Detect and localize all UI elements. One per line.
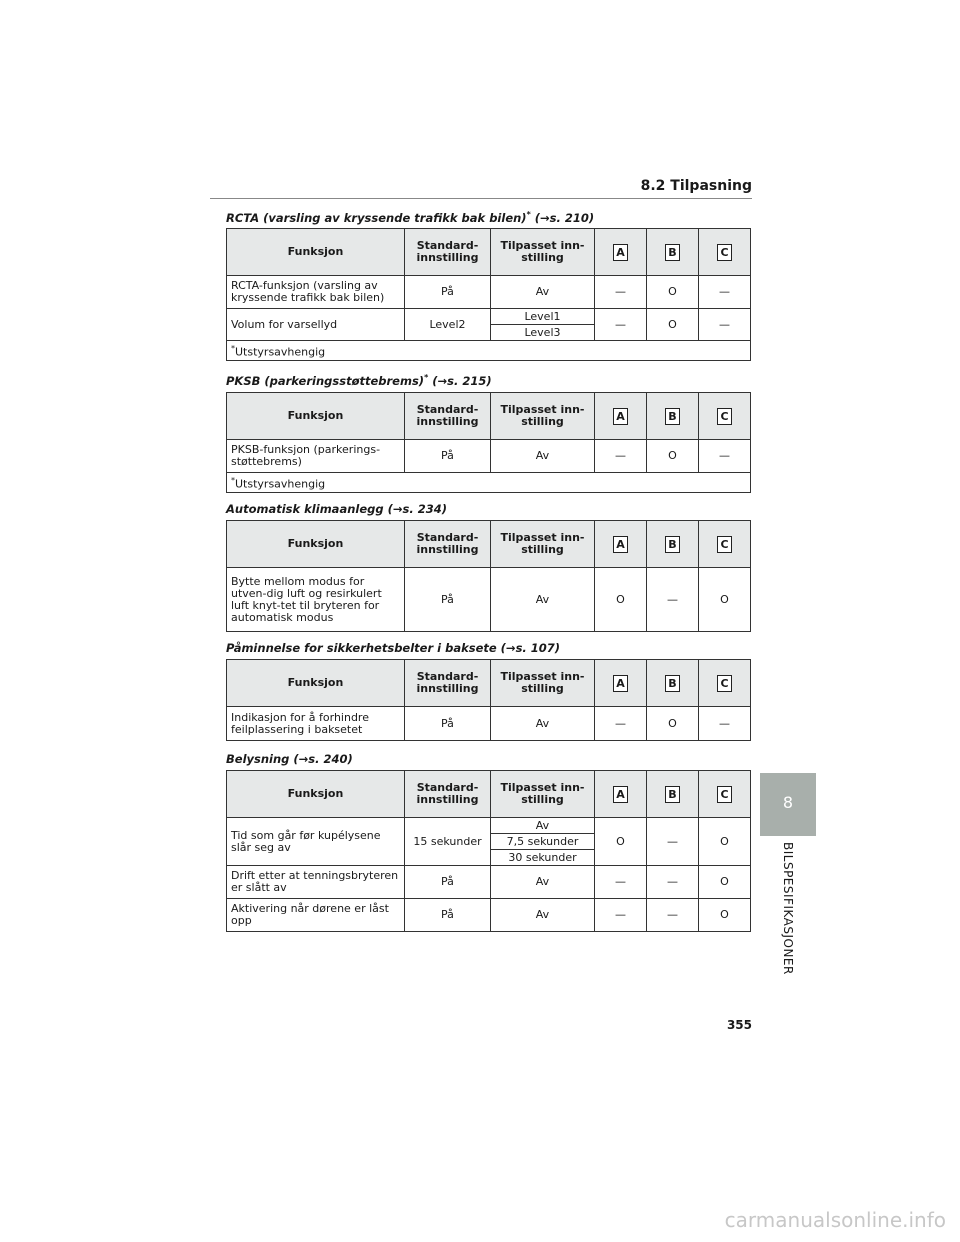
cell-function: Tid som går før kupélysene slår seg av (227, 818, 405, 866)
cell-c: O (699, 866, 751, 899)
col-header-standard: Standard- innstilling (405, 393, 491, 440)
section-title-seatbelt (226, 641, 560, 655)
key-b-icon: B (665, 408, 680, 425)
col-header-a (595, 521, 647, 568)
cell-custom: Av (491, 818, 595, 834)
cell-custom: Av (491, 899, 595, 932)
col-header-b (647, 521, 699, 568)
table-row (227, 276, 751, 309)
page-reference-link[interactable]: (→s. 240) (289, 752, 353, 766)
col-header-funksjon: Funksjon (227, 393, 405, 440)
key-c-icon: C (717, 244, 732, 261)
col-header-c (699, 393, 751, 440)
cell-function: PKSB-funksjon (parkerings-støttebrems) (227, 440, 405, 473)
cell-a: — (595, 866, 647, 899)
col-header-funksjon: Funksjon (227, 771, 405, 818)
col-header-a (595, 660, 647, 707)
col-header-c (699, 660, 751, 707)
cell-a: — (595, 276, 647, 309)
cell-c: — (699, 440, 751, 473)
col-header-custom: Tilpasset inn- stilling (491, 771, 595, 818)
section-title-text: Automatisk klimaanlegg (226, 502, 384, 516)
key-a-icon: A (613, 675, 628, 692)
footnote-text: Utstyrsavhengig (235, 345, 326, 359)
chapter-tab[interactable]: 8 (760, 773, 816, 836)
cell-standard: På (405, 899, 491, 932)
cell-c: — (699, 707, 751, 741)
key-b-icon: B (665, 786, 680, 803)
cell-b: — (647, 899, 699, 932)
cell-function: Drift etter at tenningsbryteren er slått av (227, 866, 405, 899)
cell-standard: På (405, 866, 491, 899)
cell-b: — (647, 568, 699, 632)
key-b-icon: B (665, 244, 680, 261)
col-header-custom: Tilpasset inn- stilling (491, 521, 595, 568)
col-header-a (595, 229, 647, 276)
footnote-marker: * (424, 373, 429, 382)
page-reference-link[interactable]: (→s. 210) (530, 210, 595, 225)
cell-function: Aktivering når dørene er låst opp (227, 899, 405, 932)
section-title-text: PKSB (parkeringsstøttebrems) (226, 373, 425, 388)
footnote-marker: * (231, 343, 235, 353)
table-row (227, 309, 751, 325)
page-number: 355 (726, 1018, 752, 1032)
col-header-standard: Standard- innstilling (405, 229, 491, 276)
cell-c: O (699, 568, 751, 632)
col-header-c (699, 229, 751, 276)
key-c-icon: C (717, 786, 732, 803)
table-header-row (227, 771, 751, 818)
col-header-standard: Standard- innstilling (405, 771, 491, 818)
footnote-marker: * (231, 475, 235, 485)
page-reference-link[interactable]: (→s. 215) (428, 373, 492, 388)
table-note-row (227, 473, 751, 493)
cell-c: — (699, 309, 751, 341)
cell-standard: 15 sekunder (405, 818, 491, 866)
col-header-custom: Tilpasset inn- stilling (491, 660, 595, 707)
key-c-icon: C (717, 675, 732, 692)
cell-function: Indikasjon for å forhindre feilplassering i baksetet (227, 707, 405, 741)
col-header-standard: Standard- innstilling (405, 660, 491, 707)
cell-a: O (595, 818, 647, 866)
key-a-icon: A (613, 536, 628, 553)
cell-custom: Av (491, 866, 595, 899)
col-header-c (699, 521, 751, 568)
col-header-c (699, 771, 751, 818)
col-header-a (595, 393, 647, 440)
page-reference-link[interactable]: (→s. 107) (496, 641, 561, 655)
table-footnote (227, 473, 751, 493)
table-row (227, 568, 751, 632)
cell-custom: 7,5 sekunder (491, 834, 595, 850)
watermark-text: carmanualsonline.info (724, 1208, 946, 1232)
section-title-rcta (226, 210, 594, 225)
table-row (227, 707, 751, 741)
col-header-custom: Tilpasset inn- stilling (491, 229, 595, 276)
settings-table-pksb (226, 392, 751, 493)
cell-c: O (699, 818, 751, 866)
col-header-funksjon: Funksjon (227, 229, 405, 276)
cell-custom: 30 sekunder (491, 850, 595, 866)
settings-table-klima (226, 520, 751, 632)
table-note-row (227, 341, 751, 361)
table-row (227, 866, 751, 899)
table-header-row (227, 660, 751, 707)
cell-b: — (647, 818, 699, 866)
col-header-funksjon: Funksjon (227, 660, 405, 707)
cell-a: — (595, 899, 647, 932)
footnote-marker: * (526, 210, 531, 219)
cell-custom: Level3 (491, 325, 595, 341)
col-header-b (647, 771, 699, 818)
section-title-klima (226, 502, 447, 516)
cell-standard: På (405, 568, 491, 632)
cell-a: — (595, 440, 647, 473)
col-header-standard: Standard- innstilling (405, 521, 491, 568)
cell-function: RCTA-funksjon (varsling av kryssende trafikk bak bilen) (227, 276, 405, 309)
cell-custom: Av (491, 440, 595, 473)
cell-c: — (699, 276, 751, 309)
settings-table-seatbelt (226, 659, 751, 741)
key-a-icon: A (613, 244, 628, 261)
section-title-text: Belysning (226, 752, 290, 766)
cell-a: — (595, 707, 647, 741)
section-header-title: 8.2 Tilpasning (640, 178, 752, 194)
cell-b: O (647, 276, 699, 309)
col-header-funksjon: Funksjon (227, 521, 405, 568)
footnote-text: Utstyrsavhengig (235, 477, 326, 491)
cell-standard: På (405, 440, 491, 473)
cell-custom: Av (491, 568, 595, 632)
table-footnote (227, 341, 751, 361)
cell-custom: Av (491, 276, 595, 309)
col-header-b (647, 660, 699, 707)
col-header-custom: Tilpasset inn- stilling (491, 393, 595, 440)
col-header-b (647, 393, 699, 440)
key-a-icon: A (613, 408, 628, 425)
col-header-b (647, 229, 699, 276)
settings-table-rcta (226, 228, 751, 361)
cell-custom: Level1 (491, 309, 595, 325)
table-row (227, 440, 751, 473)
chapter-label: BILSPESIFIKASJONER (781, 842, 795, 975)
cell-standard: På (405, 276, 491, 309)
table-row (227, 818, 751, 834)
section-title-pksb (226, 373, 492, 388)
table-header-row (227, 229, 751, 276)
section-title-text: RCTA (varsling av kryssende trafikk bak bilen) (226, 210, 527, 225)
key-b-icon: B (665, 675, 680, 692)
key-a-icon: A (613, 786, 628, 803)
cell-standard: På (405, 707, 491, 741)
key-b-icon: B (665, 536, 680, 553)
section-title-text: Påminnelse for sikkerhetsbelter i baksete (226, 641, 497, 655)
cell-c: O (699, 899, 751, 932)
cell-b: O (647, 707, 699, 741)
cell-a: — (595, 309, 647, 341)
settings-table-belysning (226, 770, 751, 932)
cell-b: O (647, 309, 699, 341)
key-c-icon: C (717, 408, 732, 425)
header-divider (210, 198, 752, 199)
cell-b: O (647, 440, 699, 473)
cell-function: Bytte mellom modus for utven-dig luft og resirkulert luft knyt-tet til bryteren for automatisk modus (227, 568, 405, 632)
section-title-belysning (226, 752, 353, 766)
table-header-row (227, 393, 751, 440)
col-header-a (595, 771, 647, 818)
table-row (227, 899, 751, 932)
table-header-row (227, 521, 751, 568)
cell-function: Volum for varsellyd (227, 309, 405, 341)
cell-standard: Level2 (405, 309, 491, 341)
key-c-icon: C (717, 536, 732, 553)
page-reference-link[interactable]: (→s. 234) (383, 502, 447, 516)
cell-custom: Av (491, 707, 595, 741)
cell-a: O (595, 568, 647, 632)
cell-b: — (647, 866, 699, 899)
